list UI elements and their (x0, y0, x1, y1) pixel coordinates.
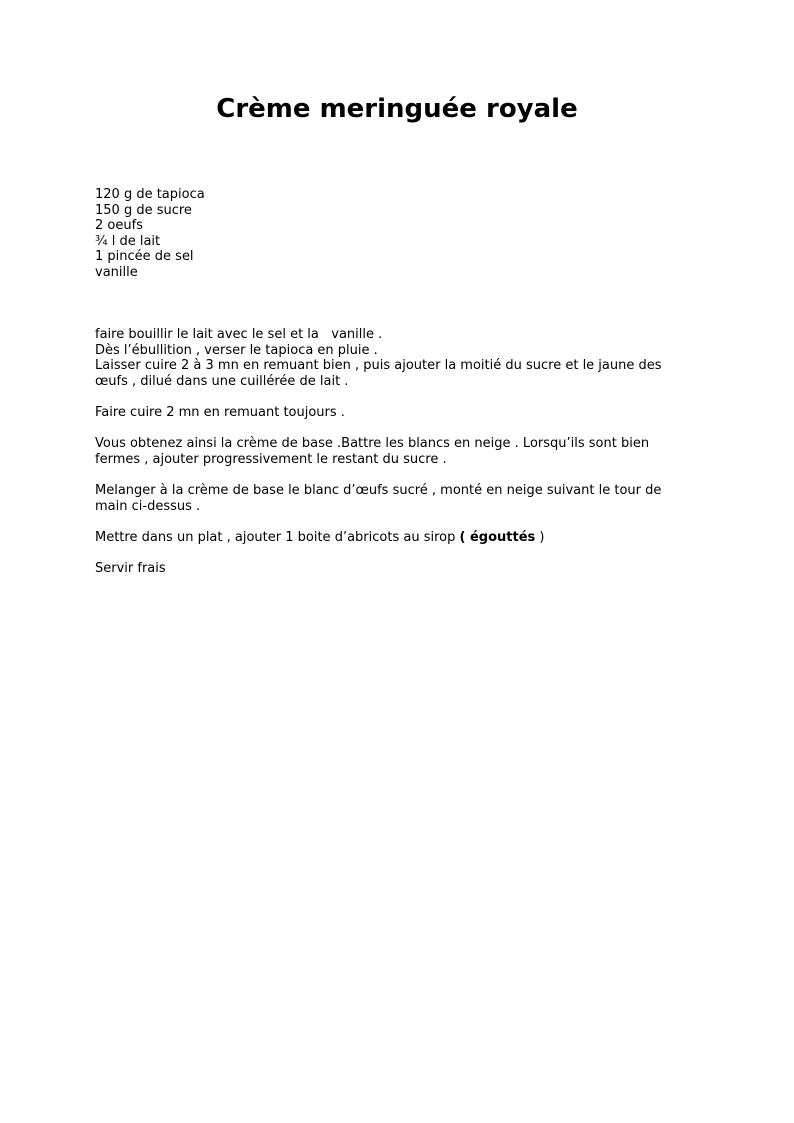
instruction-line: Faire cuire 2 mn en remuant toujours . (95, 404, 345, 420)
ingredient-item: 150 g de sucre (95, 202, 192, 218)
instruction-text: ) (535, 529, 545, 545)
instruction-text: Mettre dans un plat , ajouter 1 boite d’abricots au sirop (95, 529, 460, 545)
ingredient-list (95, 187, 695, 281)
instruction-emphasis: ( égouttés (459, 529, 536, 545)
instructions (95, 327, 695, 577)
instruction-line: main ci-dessus . (95, 498, 201, 514)
instruction-paragraph (95, 436, 695, 467)
ingredient-item: 2 oeufs (95, 218, 143, 234)
instruction-line (95, 530, 695, 546)
instruction-line: Melanger à la crème de base le blanc d’œufs sucré , monté en neige suivant le tour de (95, 482, 662, 498)
instruction-line: Laisser cuire 2 à 3 mn en remuant bien , puis ajouter la moitié du sucre et le jaune des (95, 358, 662, 374)
ingredient-item: 1 pincée de sel (95, 249, 194, 265)
ingredient-item: 120 g de tapioca (95, 187, 205, 202)
instruction-line: fermes , ajouter progressivement le restant du sucre . (95, 451, 447, 467)
paragraph-spacer (95, 514, 695, 530)
ingredient-item: vanille (95, 264, 138, 280)
instruction-line: Servir frais (95, 560, 166, 576)
paragraph-spacer (95, 421, 695, 437)
instruction-paragraph (95, 561, 695, 577)
instruction-paragraph (95, 327, 695, 389)
paragraph-spacer (95, 467, 695, 483)
instruction-paragraph (95, 405, 695, 421)
paragraph-spacer (95, 389, 695, 405)
instruction-line: Dès l’ébullition , verser le tapioca en pluie . (95, 342, 378, 358)
instruction-line: Vous obtenez ainsi la crème de base .Battre les blancs en neige . Lorsqu’ils sont bien (95, 436, 650, 452)
paragraph-spacer (95, 545, 695, 561)
instruction-paragraph (95, 483, 695, 514)
recipe-title: Crème meringuée royale (216, 94, 578, 124)
instruction-line: œufs , dilué dans une cuillérée de lait . (95, 373, 349, 389)
instruction-line: faire bouillir le lait avec le sel et la vanille . (95, 327, 383, 342)
ingredient-item: ¾ l de lait (95, 233, 161, 249)
instruction-paragraph (95, 530, 695, 546)
